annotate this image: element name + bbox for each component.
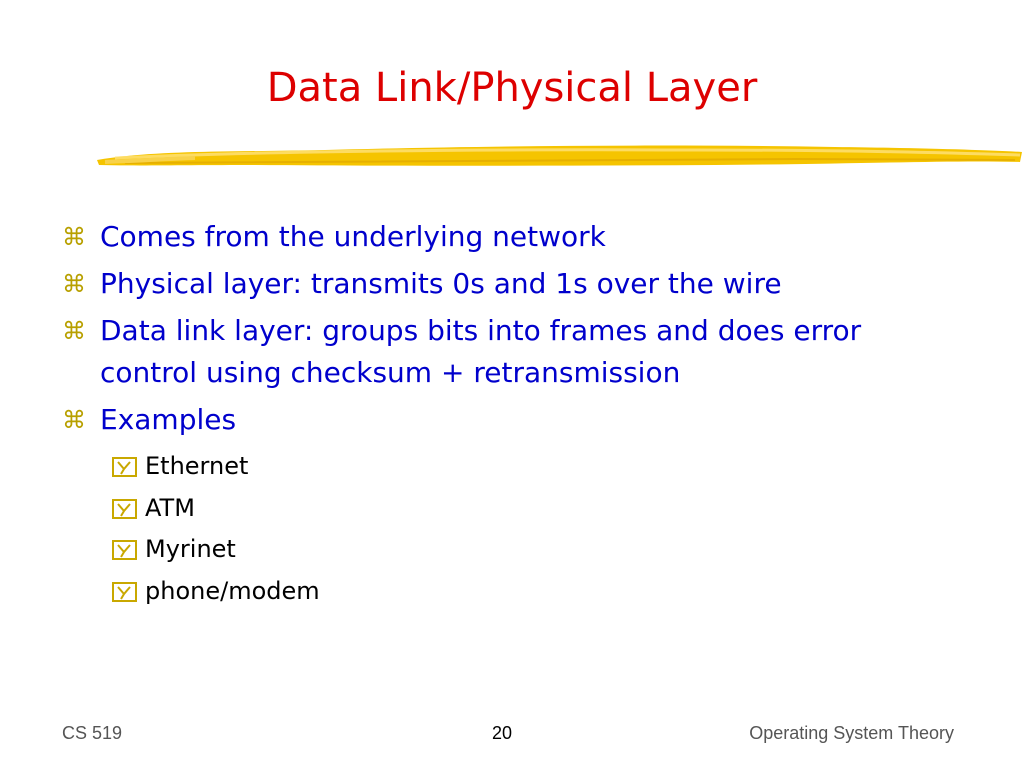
footer-course-title: Operating System Theory bbox=[749, 723, 954, 743]
command-key-bullet-icon: ⌘ bbox=[62, 317, 86, 345]
sub-bullet-text: Myrinet bbox=[145, 535, 236, 563]
yellow-brush-stroke-divider bbox=[95, 138, 1024, 178]
bullet-item bbox=[62, 399, 962, 441]
bullet-item bbox=[62, 310, 900, 394]
bullet-item bbox=[62, 216, 962, 258]
footer-page-number: 20 bbox=[491, 723, 513, 743]
y-box-bullet-icon bbox=[112, 540, 137, 560]
sub-bullet-item bbox=[112, 488, 962, 530]
sub-bullet-text: Ethernet bbox=[145, 452, 249, 480]
sub-bullet-item bbox=[112, 571, 962, 613]
command-key-bullet-icon: ⌘ bbox=[62, 270, 86, 298]
footer-course-label: CS 519 bbox=[62, 723, 123, 743]
bullet-list bbox=[62, 216, 962, 612]
bullet-text: Physical layer: transmits 0s and 1s over the wire bbox=[100, 267, 782, 300]
sub-bullet-item bbox=[112, 529, 962, 571]
sub-bullet-text: phone/modem bbox=[145, 576, 320, 605]
command-key-bullet-icon: ⌘ bbox=[62, 223, 86, 251]
sub-bullet-list bbox=[112, 446, 962, 612]
sub-bullet-item bbox=[112, 446, 962, 488]
y-box-bullet-icon bbox=[112, 582, 137, 602]
y-box-bullet-icon bbox=[112, 499, 137, 519]
bullet-text: Data link layer: groups bits into frames and does error control using checksum + retransmission bbox=[100, 314, 862, 389]
slide-title: Data Link/Physical Layer bbox=[266, 65, 758, 111]
y-box-bullet-icon bbox=[112, 457, 137, 477]
sub-bullet-text: ATM bbox=[145, 493, 195, 522]
bullet-text: Comes from the underlying network bbox=[100, 220, 606, 253]
bullet-item bbox=[62, 263, 962, 305]
bullet-text: Examples bbox=[100, 403, 237, 436]
command-key-bullet-icon: ⌘ bbox=[62, 406, 86, 434]
